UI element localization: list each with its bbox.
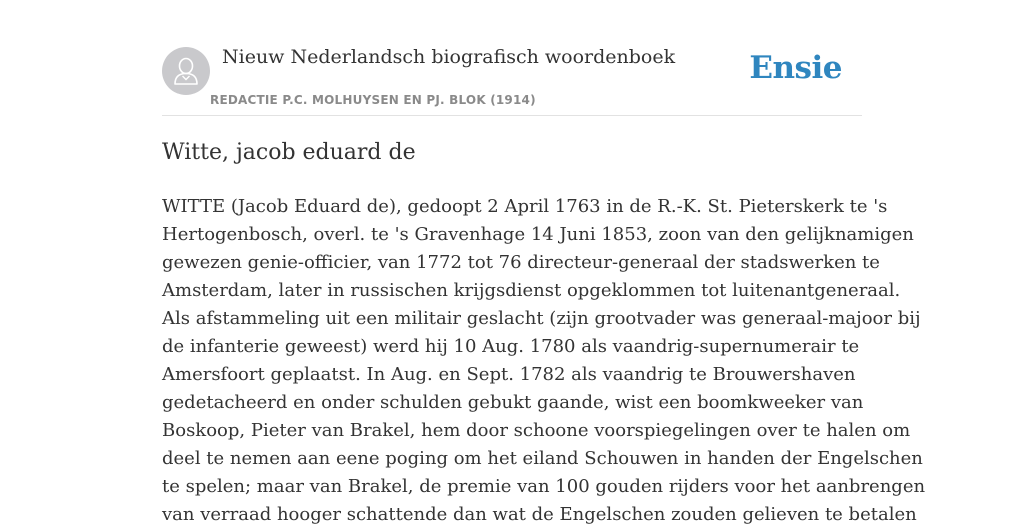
book-title-link[interactable]: Nieuw Nederlandsch biografisch woordenboek [222,46,676,68]
article-title: Witte, jacob eduard de [162,140,416,165]
person-silhouette-icon [172,56,200,86]
article-line: deel te nemen aan eene poging om het eiland Schouwen in handen der Engelschen [162,448,923,469]
article-line: Boskoop, Pieter van Brakel, hem door schoone voorspiegelingen over te halen om [162,420,911,441]
source-header [162,46,862,116]
article-body [162,193,926,529]
article-line: Amersfoort geplaatst. In Aug. en Sept. 1782 als vaandrig te Brouwershaven [162,364,856,385]
ensie-logo-link[interactable]: Ensie [749,50,842,86]
person-avatar-icon[interactable] [162,47,210,95]
article-line: WITTE (Jacob Eduard de), gedoopt 2 April 1763 in de R.-K. St. Pieterskerk te 's [162,196,888,217]
article-line: Amsterdam, later in russischen krijgsdienst opgeklommen tot luitenantgeneraal. [162,280,901,301]
article-line: Hertogenbosch, overl. te 's Gravenhage 14 Juni 1853, zoon van den gelijknamigen [162,224,914,245]
article-line: te spelen; maar van Brakel, de premie van 100 gouden rijders voor het aanbrengen [162,476,926,497]
article-line: gewezen genie-officier, van 1772 tot 76 directeur-generaal der stadswerken te [162,252,880,273]
article-line: gedetacheerd en onder schulden gebukt gaande, wist een boomkweeker van [162,392,864,413]
article-line: Als afstammeling uit een militair geslacht (zijn grootvader was generaal-majoor bij [162,308,921,329]
book-editor-label: REDACTIE P.C. MOLHUYSEN EN PJ. BLOK (1914) [210,93,536,107]
article-line: van verraad hooger schattende dan wat de Engelschen zouden gelieven te betalen [162,504,917,525]
article-line: de infanterie geweest) werd hij 10 Aug. 1780 als vaandrig-supernumerair te [162,336,860,357]
